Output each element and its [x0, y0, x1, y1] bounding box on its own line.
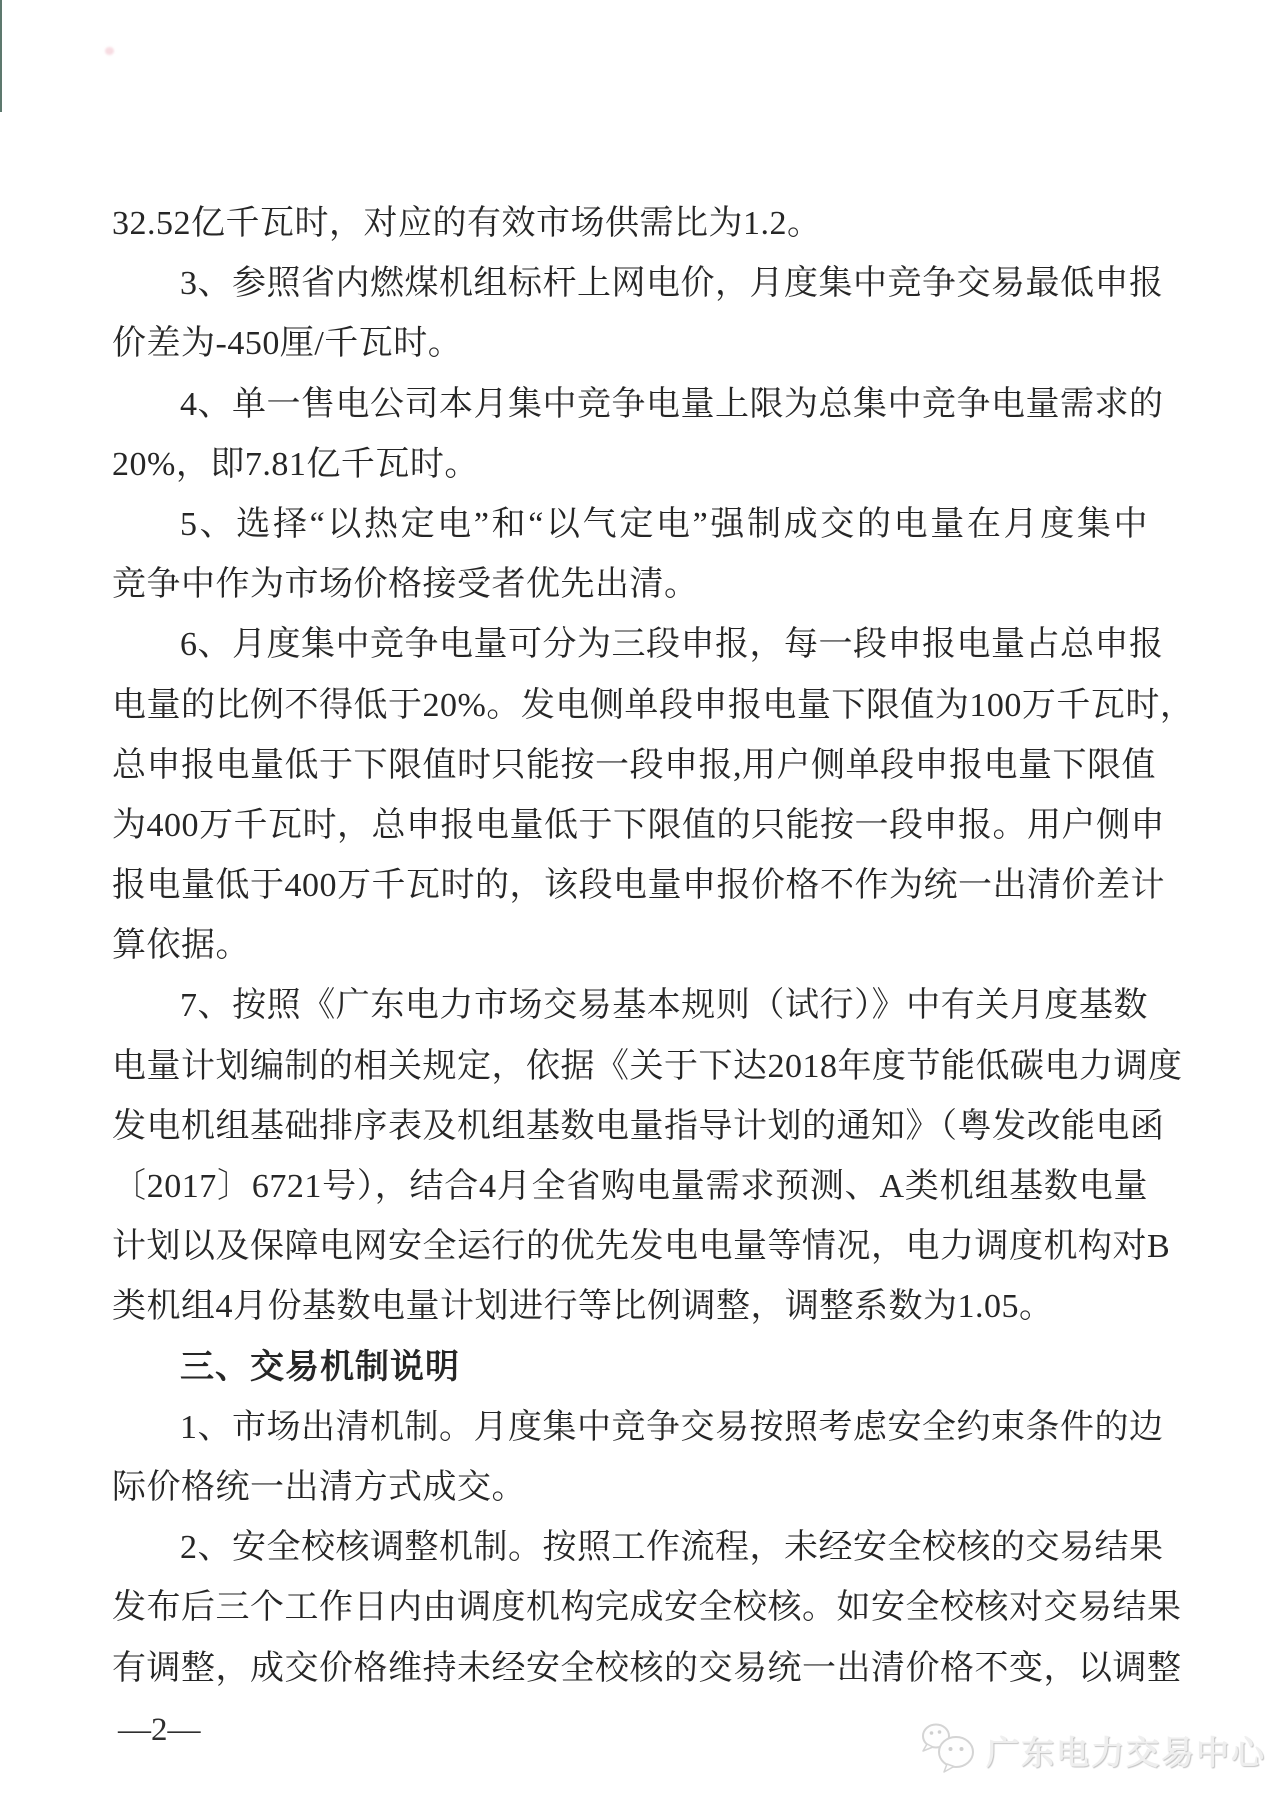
document-line: 4、单一售电公司本月集中竞争电量上限为总集中竞争电量需求的	[180, 385, 1164, 423]
page-number: —2—	[118, 1712, 201, 1748]
document-line: 3、参照省内燃煤机组标杆上网电价，月度集中竞争交易最低申报	[180, 265, 1164, 303]
document-line: 报电量低于400万千瓦时的，该段电量申报价格不作为统一出清价差计	[112, 867, 1165, 905]
wechat-chat-bubbles-icon	[920, 1722, 978, 1779]
footer-watermark	[920, 1722, 1266, 1779]
document-line: 价差为-450厘/千瓦时。	[112, 325, 463, 363]
document-line: 际价格统一出清方式成交。	[112, 1468, 526, 1506]
document-line: 发电机组基础排序表及机组基数电量指导计划的通知》（粤发改能电函	[112, 1107, 1165, 1145]
document-line: 7、按照《广东电力市场交易基本规则（试行）》中有关月度基数	[180, 987, 1148, 1025]
section-heading: 三、交易机制说明	[180, 1348, 460, 1386]
watermark-label: 广东电力交易中心	[986, 1734, 1266, 1771]
document-line: 有调整，成交价格维持未经安全校核的交易统一出清价格不变，以调整	[112, 1649, 1182, 1687]
document-line: 1、市场出清机制。月度集中竞争交易按照考虑安全约束条件的边	[180, 1408, 1164, 1446]
document-line: 算依据。	[112, 927, 250, 965]
document-line: 5、选择“以热定电”和“以气定电”强制成交的电量在月度集中	[180, 505, 1148, 543]
document-line: 为400万千瓦时，总申报电量低于下限值的只能按一段申报。用户侧申	[112, 806, 1165, 844]
document-line: 类机组4月份基数电量计划进行等比例调整，调整系数为1.05。	[112, 1288, 1054, 1326]
document-line: 电量的比例不得低于20%。发电侧单段申报电量下限值为100万千瓦时，	[112, 686, 1195, 724]
document-line: 总申报电量低于下限值时只能按一段申报,用户侧单段申报电量下限值	[112, 746, 1156, 784]
scan-smudge	[105, 47, 114, 55]
document-line: 电量计划编制的相关规定，依据《关于下达2018年度节能低碳电力调度	[112, 1047, 1183, 1085]
document-line: 计划以及保障电网安全运行的优先发电电量等情况，电力调度机构对B	[112, 1228, 1171, 1266]
document-line: 20%，即7.81亿千瓦时。	[112, 445, 479, 483]
document-line: 〔2017〕6721号），结合4月全省购电量需求预测、A类机组基数电量	[112, 1168, 1148, 1205]
document-line: 32.52亿千瓦时，对应的有效市场供需比为1.2。	[112, 205, 822, 242]
scan-edge-artifact	[0, 0, 2, 112]
document-body	[112, 194, 1195, 1699]
document-line: 2、安全校核调整机制。按照工作流程，未经安全校核的交易结果	[180, 1529, 1164, 1567]
document-line: 发布后三个工作日内由调度机构完成安全校核。如安全校核对交易结果	[112, 1589, 1182, 1627]
document-line: 6、月度集中竞争电量可分为三段申报，每一段申报电量占总申报	[180, 626, 1164, 664]
document-line: 竞争中作为市场价格接受者优先出清。	[112, 566, 699, 604]
